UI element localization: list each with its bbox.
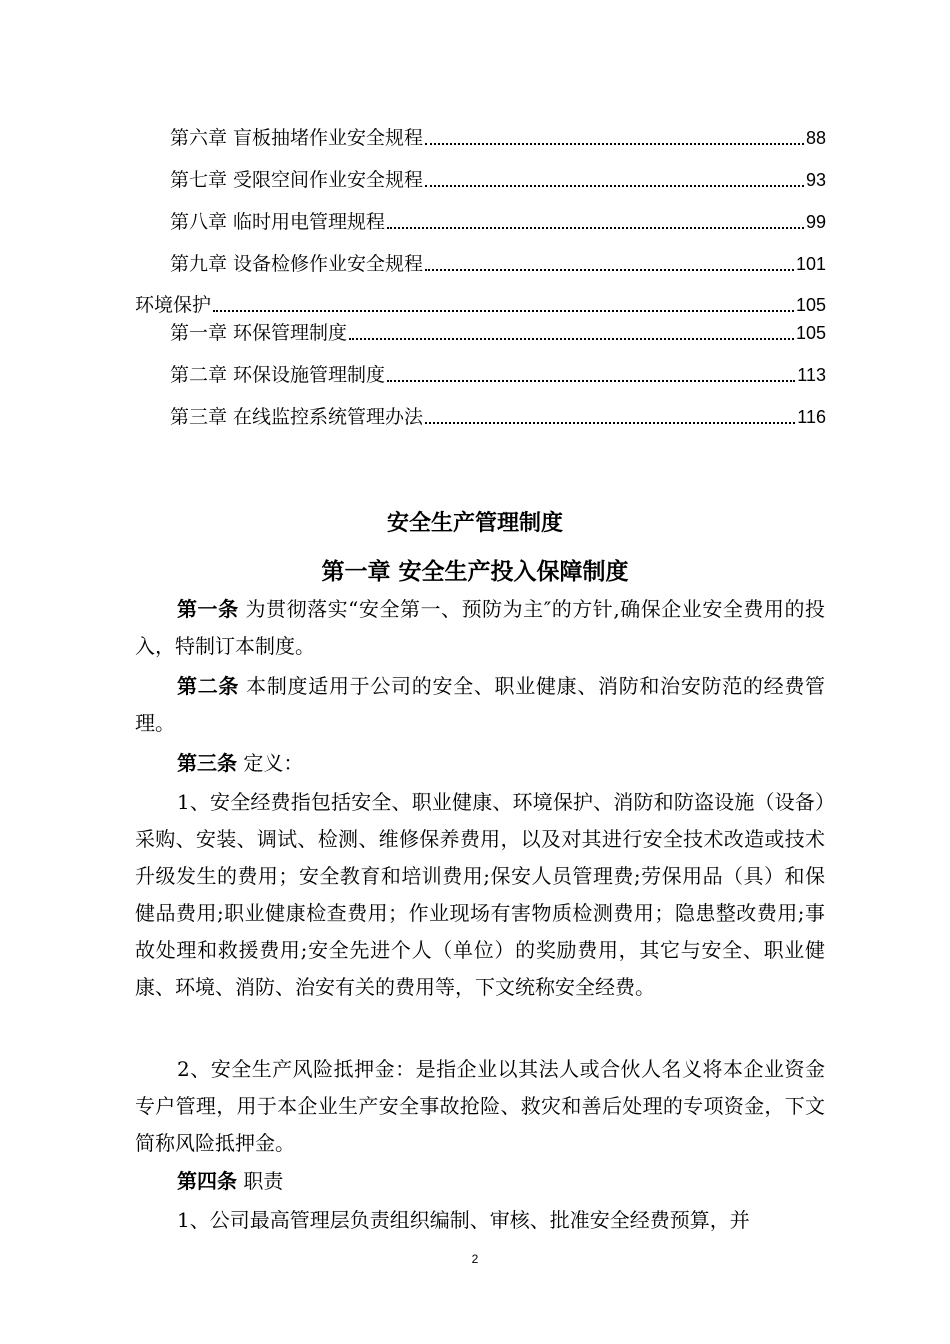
article-paragraph: [135, 1163, 825, 1200]
article-label: 第二条: [177, 674, 240, 698]
paragraph-text: 2、安全生产风险抵押金：是指企业以其法人或合伙人名义将本企业资金专户管理，用于本企业生产安全事故抢险、救灾和善后处理的专项资金，下文简称风险抵押金。: [135, 1057, 825, 1155]
paragraph-text: 本制度适用于公司的安全、职业健康、消防和治安防范的经费管理。: [135, 674, 826, 735]
paragraph-text: 1、公司最高管理层负责组织编制、审核、批准安全经费预算，并: [177, 1208, 750, 1232]
toc-entry[interactable]: [170, 124, 826, 152]
paragraph-text: 职责: [237, 1169, 284, 1193]
toc-leader-dots: [387, 227, 804, 229]
toc-entry-title: 第三章 在线监控系统管理办法: [170, 406, 424, 428]
article-label: 第三条: [177, 751, 237, 775]
toc-entry-page: 93: [805, 170, 826, 190]
toc-entry-title: 环境保护: [135, 294, 212, 316]
toc-entry[interactable]: [170, 403, 826, 431]
section-title: 安全生产管理制度: [386, 511, 563, 536]
toc-entry-page: 116: [797, 407, 826, 427]
toc-entry-title: 第二章 环保设施管理制度: [170, 364, 386, 386]
toc-entry[interactable]: [170, 166, 826, 194]
toc-entry[interactable]: [135, 291, 826, 319]
toc-leader-dots: [387, 380, 795, 382]
paragraph-text: 为贯彻落实“安全第一、预防为主″的方针,确保企业安全费用的投入，特制订本制度。: [135, 597, 825, 658]
toc-entry-page: 99: [805, 212, 826, 232]
paragraph-text: 定义：: [237, 751, 304, 775]
article-paragraph: [135, 668, 825, 742]
toc-entry-title: 第八章 临时用电管理规程: [170, 211, 386, 233]
toc-entry-title: 第六章 盲板抽堵作业安全规程: [170, 127, 424, 149]
article-paragraph: [135, 745, 825, 782]
toc-entry-page: 101: [795, 254, 826, 274]
article-label: 第四条: [177, 1169, 237, 1193]
body-paragraph: [135, 1202, 825, 1239]
toc-entry[interactable]: [170, 361, 826, 389]
toc-leader-dots: [425, 143, 804, 145]
toc-leader-dots: [213, 310, 794, 312]
toc-entry[interactable]: [170, 250, 826, 278]
toc-entry-page: 88: [805, 128, 826, 148]
toc-entry-title: 第九章 设备检修作业安全规程: [170, 253, 424, 275]
page-number: 2: [471, 1252, 479, 1266]
toc-entry-page: 105: [795, 323, 826, 343]
toc-leader-dots: [425, 185, 804, 187]
toc-entry[interactable]: [170, 208, 826, 236]
toc-leader-dots: [425, 422, 795, 424]
toc-entry-title: 第七章 受限空间作业安全规程: [170, 169, 424, 191]
toc-leader-dots: [349, 338, 794, 340]
body-paragraph: [135, 1051, 825, 1162]
chapter-title: 第一章 安全生产投入保障制度: [321, 559, 629, 585]
article-paragraph: [135, 591, 825, 665]
toc-entry-title: 第一章 环保管理制度: [170, 322, 348, 344]
toc-entry[interactable]: [170, 319, 826, 347]
body-paragraph: [135, 784, 825, 1006]
toc-entry-page: 113: [797, 365, 826, 385]
toc-leader-dots: [425, 269, 794, 271]
toc-entry-page: 105: [795, 295, 826, 315]
paragraph-text: 1、安全经费指包括安全、职业健康、环境保护、消防和防盗设施（设备）采购、安装、调试、检测、维修保养费用，以及对其进行安全技术改造或技术升级发生的费用；安全教育和培训费用;保安人员管理费;劳保用品（具）和保健品费用;职业健康检查费用；作业现场有害物质检测费用；隐患整改费用;事故处理和救援费用;安全先进个人（单位）的奖励费用，其它与安全、职业健康、环境、消防、治安有关的费用等，下文统称安全经费。: [135, 790, 825, 999]
article-label: 第一条: [177, 597, 239, 621]
